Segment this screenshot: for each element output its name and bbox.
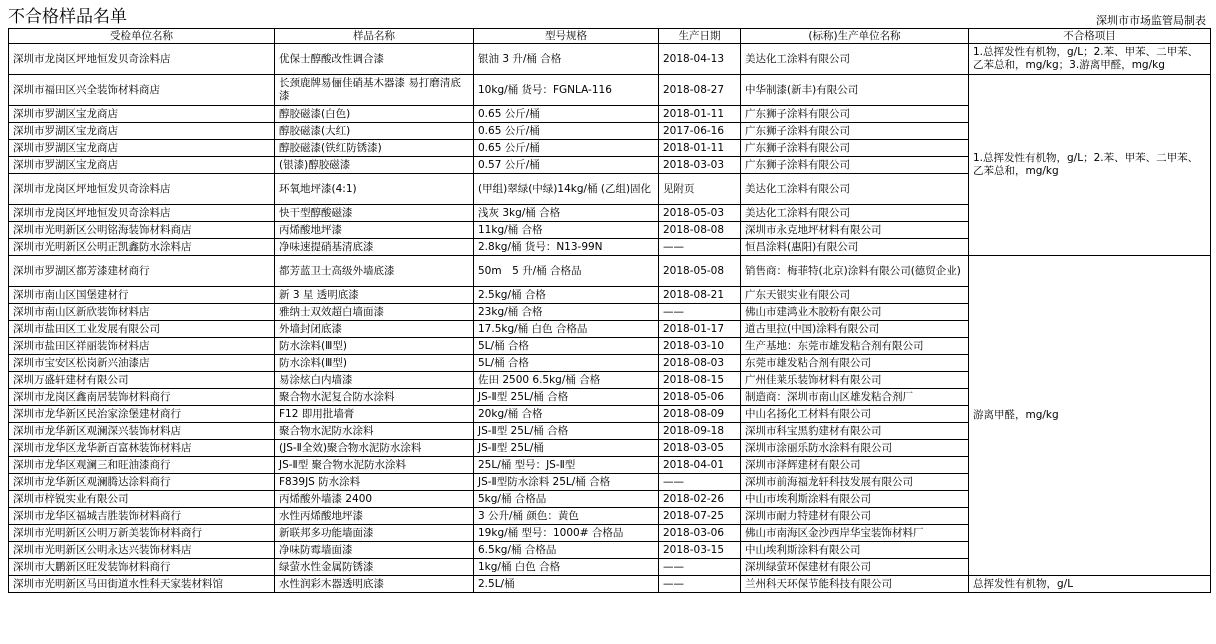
unit-cell: 深圳市龙华区龙华新百富林装饰材料店 xyxy=(9,440,275,457)
defect-cell: 1.总挥发性有机物，g/L；2.苯、甲苯、二甲苯、乙苯总和，mg/kg xyxy=(969,75,1211,256)
spec-cell: 20kg/桶 合格 xyxy=(474,406,659,423)
unit-cell: 深圳市龙岗区鑫南居装饰材料商行 xyxy=(9,389,275,406)
maker-cell: 美达化工涂料有限公司 xyxy=(741,44,969,75)
spec-cell: 10kg/桶 货号：FGNLA-116 xyxy=(474,75,659,106)
sample-cell: 醇胶磁漆(铁红防锈漆) xyxy=(275,140,474,157)
sample-cell: 优保士醇酸改性调合漆 xyxy=(275,44,474,75)
spec-cell: 17.5kg/桶 白色 合格品 xyxy=(474,321,659,338)
spec-cell: JS-Ⅱ型 25L/桶 合格 xyxy=(474,423,659,440)
unit-cell: 深圳市光明新区公明正凯鑫防水涂料店 xyxy=(9,239,275,256)
sample-cell: (银漆)醇胶磁漆 xyxy=(275,157,474,174)
sample-cell: 新联邦多功能墙面漆 xyxy=(275,525,474,542)
spec-cell: 0.65 公斤/桶 xyxy=(474,123,659,140)
date-cell: —— xyxy=(659,559,741,576)
maker-cell: 兰州科天环保节能科技有限公司 xyxy=(741,576,969,593)
sample-cell: F12 即用批墙膏 xyxy=(275,406,474,423)
unit-cell: 深圳市光明新区公明永达兴装饰材料店 xyxy=(9,542,275,559)
failed-samples-table xyxy=(8,28,1211,593)
date-cell: 2018-01-11 xyxy=(659,106,741,123)
header-maker: (标称)生产单位名称 xyxy=(741,29,969,44)
defect-cell: 1.总挥发性有机物，g/L；2.苯、甲苯、二甲苯、乙苯总和，mg/kg；3.游离甲醛，mg/kg xyxy=(969,44,1211,75)
unit-cell: 深圳市光明新区公明万新美装饰材料商行 xyxy=(9,525,275,542)
maker-cell: 深圳绿萤环保建材有限公司 xyxy=(741,559,969,576)
unit-cell: 深圳市盐田区祥丽装饰材料店 xyxy=(9,338,275,355)
date-cell: —— xyxy=(659,576,741,593)
maker-cell: 生产基地：东莞市雄发粘合剂有限公司 xyxy=(741,338,969,355)
sample-cell: (JS-Ⅱ全效)聚合物水泥防水涂料 xyxy=(275,440,474,457)
maker-cell: 深圳市科宝黑豹建材有限公司 xyxy=(741,423,969,440)
sample-cell: 丙烯酸地坪漆 xyxy=(275,222,474,239)
date-cell: 2018-08-27 xyxy=(659,75,741,106)
spec-cell: 19kg/桶 型号：1000# 合格品 xyxy=(474,525,659,542)
unit-cell: 深圳市南山区国堡建材行 xyxy=(9,287,275,304)
date-cell: 2018-08-08 xyxy=(659,222,741,239)
unit-cell: 深圳市罗湖区宝龙商店 xyxy=(9,140,275,157)
maker-cell: 制造商：深圳市南山区雄发粘合剂厂 xyxy=(741,389,969,406)
sample-cell: 聚合物水泥复合防水涂料 xyxy=(275,389,474,406)
maker-cell: 中山名扬化工材料有限公司 xyxy=(741,406,969,423)
spec-cell: 0.65 公斤/桶 xyxy=(474,106,659,123)
sample-cell: 绿萤水性金属防锈漆 xyxy=(275,559,474,576)
sample-cell: 新 3 星 透明底漆 xyxy=(275,287,474,304)
unit-cell: 深圳市盐田区工业发展有限公司 xyxy=(9,321,275,338)
sample-cell: 防水涂料(Ⅲ型) xyxy=(275,355,474,372)
sample-cell: 醇胶磁漆(白色) xyxy=(275,106,474,123)
page-title: 不合格样品名单 xyxy=(8,7,127,27)
unit-cell: 深圳市宝安区松岗新兴油漆店 xyxy=(9,355,275,372)
sample-cell: 快干型醇酸磁漆 xyxy=(275,205,474,222)
sample-cell: 雅纳士双效超白墙面漆 xyxy=(275,304,474,321)
spec-cell: 佐田 2500 6.5kg/桶 合格 xyxy=(474,372,659,389)
maker-cell: 广东狮子涂料有限公司 xyxy=(741,140,969,157)
unit-cell: 深圳市罗湖区都芳漆建材商行 xyxy=(9,256,275,287)
date-cell: 2018-03-10 xyxy=(659,338,741,355)
spec-cell: 0.57 公斤/桶 xyxy=(474,157,659,174)
unit-cell: 深圳市大鹏新区旺发装饰材料商行 xyxy=(9,559,275,576)
spec-cell: 5L/桶 合格 xyxy=(474,355,659,372)
sample-cell: JS-Ⅱ型 聚合物水泥防水涂料 xyxy=(275,457,474,474)
unit-cell: 深圳市龙华区福城吉胜装饰材料商行 xyxy=(9,508,275,525)
maker-cell: 中华制漆(新丰)有限公司 xyxy=(741,75,969,106)
date-cell: 2018-05-08 xyxy=(659,256,741,287)
maker-cell: 广东狮子涂料有限公司 xyxy=(741,106,969,123)
date-cell: 2018-05-03 xyxy=(659,205,741,222)
date-cell: 2018-08-03 xyxy=(659,355,741,372)
date-cell: —— xyxy=(659,239,741,256)
date-cell: 2018-01-11 xyxy=(659,140,741,157)
sample-cell: 醇胶磁漆(大红) xyxy=(275,123,474,140)
spec-cell: 25L/桶 型号：JS-Ⅱ型 xyxy=(474,457,659,474)
date-cell: 2018-07-25 xyxy=(659,508,741,525)
maker-cell: 广州佳莱乐装饰材料有限公司 xyxy=(741,372,969,389)
defect-cell: 总挥发性有机物，g/L xyxy=(969,576,1211,593)
table-row xyxy=(9,44,1211,75)
sample-cell: 环氧地坪漆(4:1) xyxy=(275,174,474,205)
spec-cell: (甲组)翠绿(中绿)14kg/桶 (乙组)固化 xyxy=(474,174,659,205)
spec-cell: 浅灰 3kg/桶 合格 xyxy=(474,205,659,222)
maker-cell: 广东狮子涂料有限公司 xyxy=(741,123,969,140)
header-unit: 受检单位名称 xyxy=(9,29,275,44)
unit-cell: 深圳市龙华新区民治家涂堡建材商行 xyxy=(9,406,275,423)
maker-cell: 佛山市南海区金沙西岸华宝装饰材料厂 xyxy=(741,525,969,542)
maker-cell: 深圳市涂丽乐防水涂料有限公司 xyxy=(741,440,969,457)
unit-cell: 深圳市龙华新区观澜腾达涂料商行 xyxy=(9,474,275,491)
date-cell: 2018-03-06 xyxy=(659,525,741,542)
table-row xyxy=(9,256,1211,287)
spec-cell: 5kg/桶 合格品 xyxy=(474,491,659,508)
unit-cell: 深圳市罗湖区宝龙商店 xyxy=(9,123,275,140)
unit-cell: 深圳市光明新区马田街道水性科天家装材料馆 xyxy=(9,576,275,593)
maker-cell: 东莞市雄发粘合剂有限公司 xyxy=(741,355,969,372)
sample-cell: 水性丙烯酸地坪漆 xyxy=(275,508,474,525)
sample-cell: 聚合物水泥防水涂料 xyxy=(275,423,474,440)
spec-cell: 2.5L/桶 xyxy=(474,576,659,593)
unit-cell: 深圳万盛轩建材有限公司 xyxy=(9,372,275,389)
sample-cell: 外墙封闭底漆 xyxy=(275,321,474,338)
unit-cell: 深圳市南山区新欣装饰材料店 xyxy=(9,304,275,321)
maker-cell: 中山埃利斯涂料有限公司 xyxy=(741,542,969,559)
unit-cell: 深圳市福田区兴全装饰材料商店 xyxy=(9,75,275,106)
maker-cell: 广东天银实业有限公司 xyxy=(741,287,969,304)
unit-cell: 深圳市龙岗区坪地恒发贝奇涂料店 xyxy=(9,44,275,75)
unit-cell: 深圳市罗湖区宝龙商店 xyxy=(9,106,275,123)
date-cell: 2018-04-01 xyxy=(659,457,741,474)
defect-cell: 游离甲醛，mg/kg xyxy=(969,256,1211,576)
date-cell: 2018-08-21 xyxy=(659,287,741,304)
unit-cell: 深圳市龙岗区坪地恒发贝奇涂料店 xyxy=(9,205,275,222)
maker-cell: 佛山市建鸿业木胶粉有限公司 xyxy=(741,304,969,321)
sample-cell: 净味速提硝基清底漆 xyxy=(275,239,474,256)
header-date: 生产日期 xyxy=(659,29,741,44)
spec-cell: 2.8kg/桶 货号：N13-99N xyxy=(474,239,659,256)
spec-cell: 1kg/桶 白色 合格 xyxy=(474,559,659,576)
table-header-row xyxy=(9,29,1211,44)
date-cell: 2017-06-16 xyxy=(659,123,741,140)
sample-cell: 水性润彩木器透明底漆 xyxy=(275,576,474,593)
date-cell: 2018-03-03 xyxy=(659,157,741,174)
sample-cell: 丙烯酸外墙漆 2400 xyxy=(275,491,474,508)
sample-cell: 易涂炫白内墙漆 xyxy=(275,372,474,389)
header-defect: 不合格项目 xyxy=(969,29,1211,44)
maker-cell: 深圳市泽辉建材有限公司 xyxy=(741,457,969,474)
unit-cell: 深圳市龙华区观澜三和旺油漆商行 xyxy=(9,457,275,474)
date-cell: 2018-02-26 xyxy=(659,491,741,508)
unit-cell: 深圳市罗湖区宝龙商店 xyxy=(9,157,275,174)
spec-cell: 0.65 公斤/桶 xyxy=(474,140,659,157)
spec-cell: 50m 5 升/桶 合格品 xyxy=(474,256,659,287)
maker-cell: 美达化工涂料有限公司 xyxy=(741,205,969,222)
spec-cell: 11kg/桶 合格 xyxy=(474,222,659,239)
table-row xyxy=(9,75,1211,106)
unit-cell: 深圳市梓锐实业有限公司 xyxy=(9,491,275,508)
spec-cell: 银油 3 升/桶 合格 xyxy=(474,44,659,75)
spec-cell: JS-Ⅱ型 25L/桶 合格 xyxy=(474,389,659,406)
spec-cell: 3 公升/桶 颜色：黄色 xyxy=(474,508,659,525)
spec-cell: 23kg/桶 合格 xyxy=(474,304,659,321)
sample-cell: 长颈鹿牌易俪佳硝基木器漆 易打磨清底漆 xyxy=(275,75,474,106)
maker-cell: 广东狮子涂料有限公司 xyxy=(741,157,969,174)
issuer-label: 深圳市市场监管局制表 xyxy=(1096,14,1206,27)
sample-cell: 都芳蓝卫士高级外墙底漆 xyxy=(275,256,474,287)
maker-cell: 深圳市前海福龙轩科技发展有限公司 xyxy=(741,474,969,491)
maker-cell: 中山市埃利斯涂料有限公司 xyxy=(741,491,969,508)
date-cell: 2018-09-18 xyxy=(659,423,741,440)
date-cell: —— xyxy=(659,474,741,491)
table-body xyxy=(9,44,1211,593)
spec-cell: JS-Ⅱ型 25L/桶 xyxy=(474,440,659,457)
spec-cell: 2.5kg/桶 合格 xyxy=(474,287,659,304)
date-cell: 2018-05-06 xyxy=(659,389,741,406)
maker-cell: 道古里拉(中国)涂料有限公司 xyxy=(741,321,969,338)
date-cell: 2018-08-09 xyxy=(659,406,741,423)
date-cell: 2018-03-15 xyxy=(659,542,741,559)
spec-cell: 6.5kg/桶 合格品 xyxy=(474,542,659,559)
date-cell: —— xyxy=(659,304,741,321)
maker-cell: 销售商：梅菲特(北京)涂料有限公司(德贸企业) xyxy=(741,256,969,287)
date-cell: 2018-04-13 xyxy=(659,44,741,75)
date-cell: 2018-01-17 xyxy=(659,321,741,338)
date-cell: 2018-08-15 xyxy=(659,372,741,389)
spec-cell: 5L/桶 合格 xyxy=(474,338,659,355)
table-row xyxy=(9,576,1211,593)
spec-cell: JS-Ⅱ型防水涂料 25L/桶 合格 xyxy=(474,474,659,491)
maker-cell: 深圳市永克地坪材料有限公司 xyxy=(741,222,969,239)
sample-cell: F839JS 防水涂料 xyxy=(275,474,474,491)
maker-cell: 深圳市耐力特建材有限公司 xyxy=(741,508,969,525)
date-cell: 见附页 xyxy=(659,174,741,205)
header-spec: 型号规格 xyxy=(474,29,659,44)
maker-cell: 恒昌涂料(惠阳)有限公司 xyxy=(741,239,969,256)
sample-cell: 防水涂料(Ⅲ型) xyxy=(275,338,474,355)
unit-cell: 深圳市龙华新区观澜深兴装饰材料店 xyxy=(9,423,275,440)
header-sample: 样品名称 xyxy=(275,29,474,44)
sample-cell: 净味防霉墙面漆 xyxy=(275,542,474,559)
maker-cell: 美达化工涂料有限公司 xyxy=(741,174,969,205)
unit-cell: 深圳市龙岗区坪地恒发贝奇涂料店 xyxy=(9,174,275,205)
date-cell: 2018-03-05 xyxy=(659,440,741,457)
unit-cell: 深圳市光明新区公明铭海装饰材料商店 xyxy=(9,222,275,239)
